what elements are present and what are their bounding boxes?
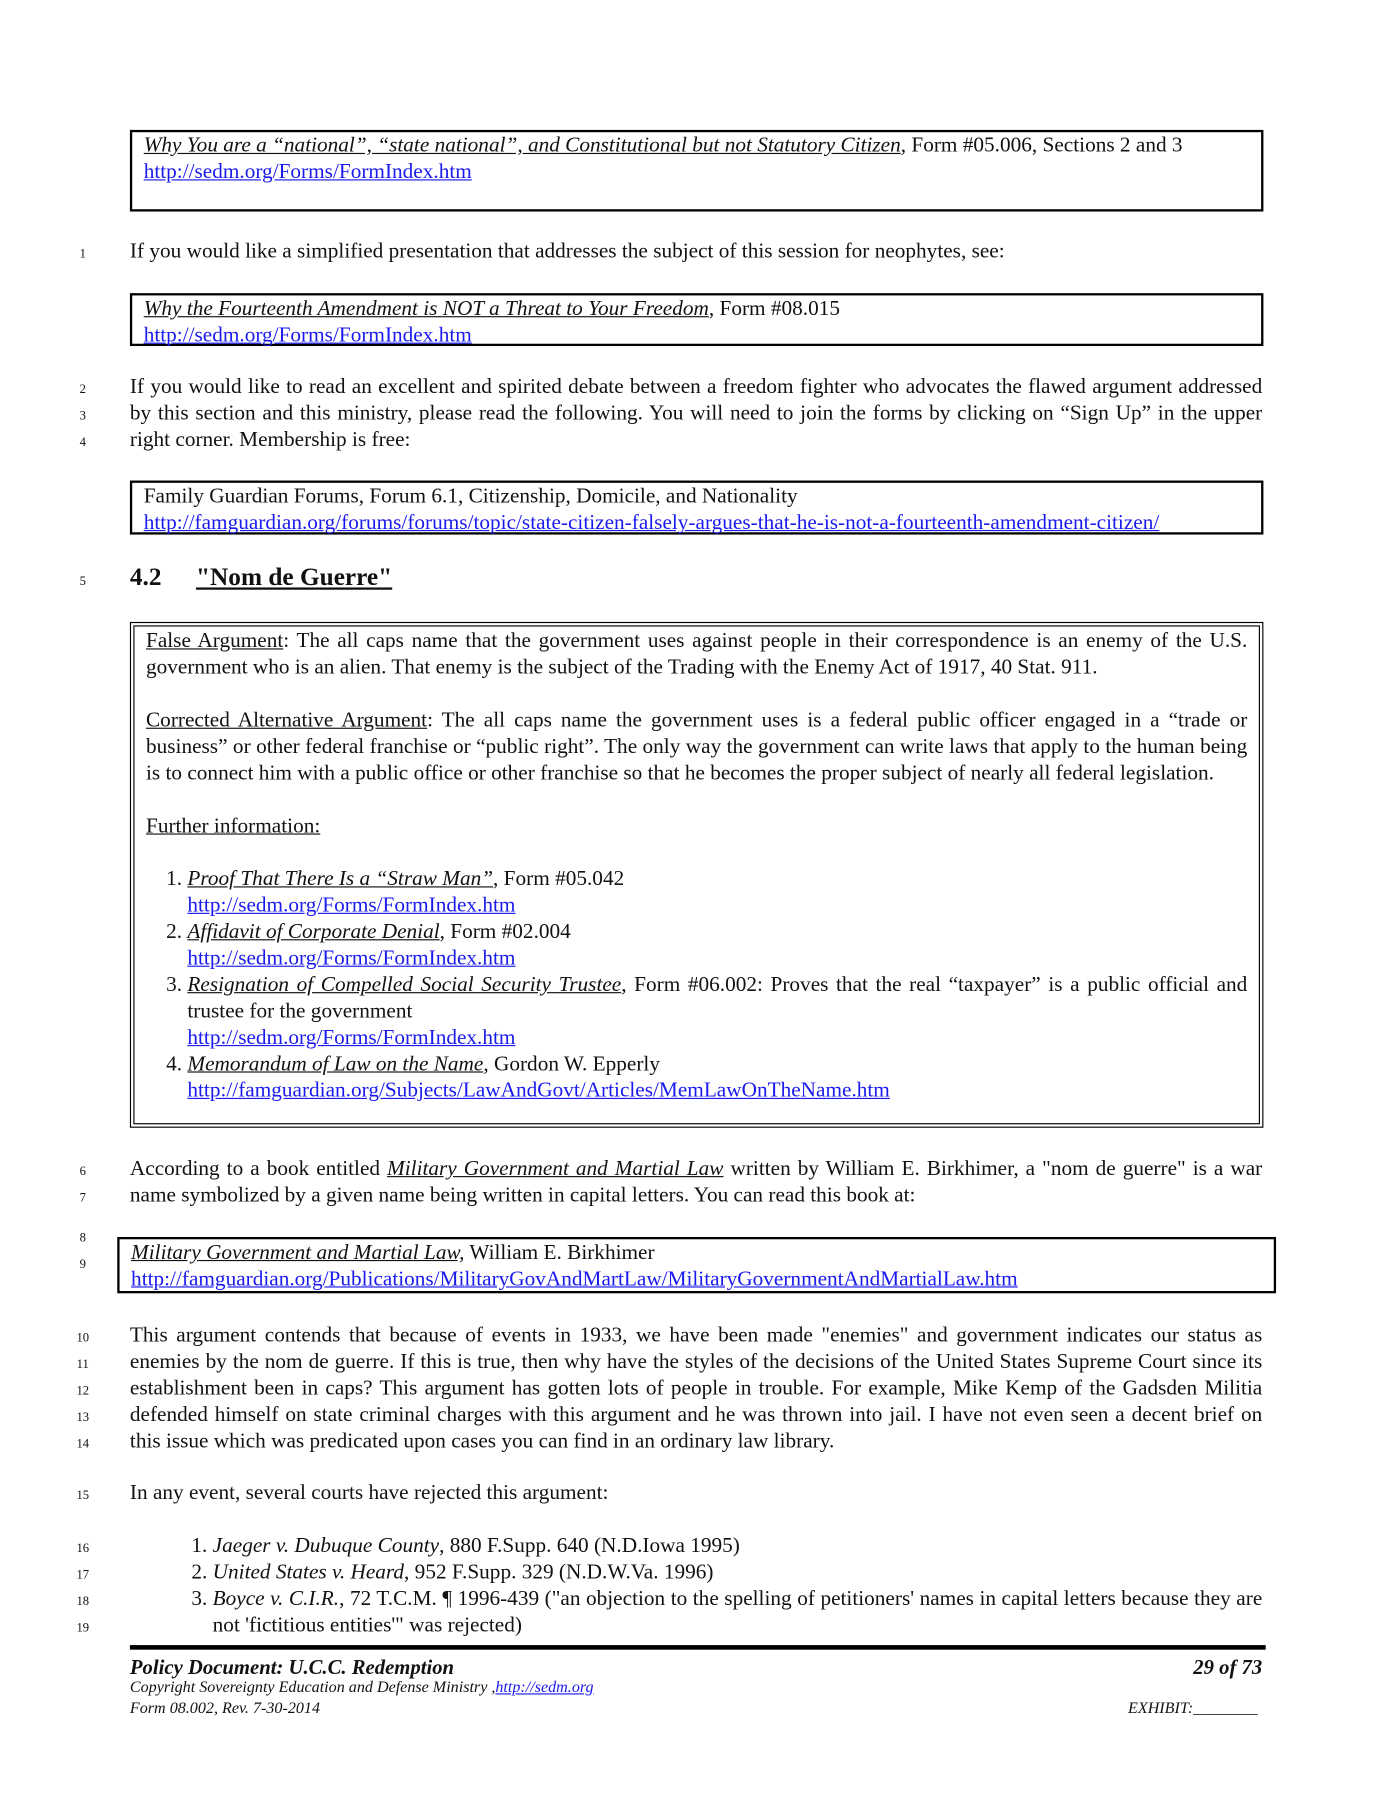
reference-link[interactable]: http://sedm.org/Forms/FormIndex.htm xyxy=(143,160,472,184)
section-number: 4.2 xyxy=(129,562,162,591)
reference-title: Family Guardian Forums, Forum 6.1, Citizenship, Domicile, and Nationality xyxy=(143,485,798,509)
reference-box-military xyxy=(117,1237,1276,1293)
paragraph-courts: In any event, several courts have rejected this argument: xyxy=(129,1481,609,1505)
paragraph-birkhimer xyxy=(130,1156,1262,1209)
item-detail: , Form #02.004 xyxy=(439,920,571,944)
reference-title: Why You are a “national”, “state national”, and Constitutional but not Statutory Citizen xyxy=(143,134,901,158)
item-link[interactable]: http://sedm.org/Forms/FormIndex.htm xyxy=(187,1026,516,1050)
line-number: 11 xyxy=(76,1357,89,1372)
footer-copyright xyxy=(130,1678,1262,1699)
line-number: 18 xyxy=(76,1594,90,1609)
line-number: 12 xyxy=(76,1384,90,1398)
corrected-argument-text: : The all caps name the government uses is a federal public officer engaged in a “trade or business” or other federal franchise or “public right”. The only way the government can write laws that apply to the human being is to connect him with a public office or other franchise so that he becomes the proper subject of nearly all federal legislation. xyxy=(145,709,1248,786)
case-citation: , 952 F.Supp. 329 (N.D.W.Va. 1996) xyxy=(404,1561,714,1585)
copyright-text: Copyright Sovereignty Education and Defense Ministry , xyxy=(129,1679,496,1697)
item-title: Proof That There Is a “Straw Man” xyxy=(187,867,494,891)
line-number: 14 xyxy=(76,1437,90,1451)
list-item xyxy=(187,973,1247,1052)
page-number: 29 of 73 xyxy=(1193,1655,1263,1679)
item-detail: , Form #05.042 xyxy=(493,867,625,891)
further-information-label: Further information: xyxy=(145,815,321,839)
reference-box-fourteenth xyxy=(130,293,1264,346)
reference-link[interactable]: http://famguardian.org/Publications/MilitaryGovAndMartLaw/MilitaryGovernmentAndMartialLaw.htm xyxy=(131,1268,1018,1292)
footer-title-row xyxy=(130,1654,1262,1680)
item-title: Memorandum of Law on the Name xyxy=(187,1053,484,1077)
item-link[interactable]: http://famguardian.org/Subjects/LawAndGovt/Articles/MemLawOnTheName.htm xyxy=(187,1079,890,1103)
false-argument-text: : The all caps name that the government uses against people in their correspondence is an enemy of the U.S. government who is an alien. That enemy is the subject of the Trading with the Enemy Act of 1917, 40 Stat. 911. xyxy=(145,629,1248,680)
footer-rule xyxy=(130,1645,1266,1650)
case-name: Boyce v. C.I.R. xyxy=(212,1587,340,1611)
list-item xyxy=(187,1052,1247,1105)
reference-link[interactable]: http://famguardian.org/forums/forums/topic/state-citizen-falsely-argues-that-he-is-not-a-fourteenth-amendment-citizen/ xyxy=(143,511,1160,535)
reference-detail: , Form #08.015 xyxy=(708,297,841,321)
line-number: 8 xyxy=(79,1231,86,1246)
line-number: 7 xyxy=(79,1190,86,1205)
paragraph-debate: If you would like to read an excellent and spirited debate between a freedom fighter who advocates the flawed argument addressed by this section and this ministry, please read the following. You will need to join the forms by clicking on “Sign Up” in the upper right corner. Membership is free: xyxy=(129,375,1263,452)
line-number: 15 xyxy=(76,1488,90,1503)
text: According to a book entitled xyxy=(129,1157,388,1181)
reference-detail: , Form #05.006, Sections 2 and 3 xyxy=(900,134,1183,158)
footer-title: Policy Document: U.C.C. Redemption xyxy=(129,1655,455,1679)
reference-detail: William E. Birkhimer xyxy=(464,1241,655,1265)
item-detail: , Gordon W. Epperly xyxy=(483,1053,660,1077)
line-number: 13 xyxy=(76,1410,90,1425)
case-item xyxy=(213,1586,1263,1639)
case-list xyxy=(130,1534,1262,1640)
book-title: Military Government and Martial Law xyxy=(387,1157,724,1181)
paragraph-argument: This argument contends that because of events in 1933, we have been made "enemies" and government indicates our status as enemies by the nom de guerre. If this is true, then why have the styles of the decisions of the United States Supreme Court since its establishment been in caps? This argument has gotten lots of people in trouble. For example, Mike Kemp of the Gadsden Militia defended himself on state criminal charges with this argument and he was thrown into jail. I have not even seen a decent brief on this issue which was predicated upon cases you can find in an ordinary law library. xyxy=(129,1324,1263,1454)
argument-box xyxy=(130,622,1264,1128)
corrected-argument-label: Corrected Alternative Argument xyxy=(145,709,428,733)
item-detail: , Form #06.002: Proves that the real “taxpayer” is a public official and trustee for the government xyxy=(187,973,1248,1024)
list-item xyxy=(187,867,1247,920)
section-heading xyxy=(130,563,392,589)
line-number: 17 xyxy=(76,1568,90,1582)
exhibit-label: EXHIBIT:________ xyxy=(1128,1700,1258,1718)
line-number: 10 xyxy=(76,1331,90,1346)
line-number: 2 xyxy=(79,382,86,397)
item-link[interactable]: http://sedm.org/Forms/FormIndex.htm xyxy=(187,947,516,971)
false-argument xyxy=(146,629,1247,682)
case-citation: , 880 F.Supp. 640 (N.D.Iowa 1995) xyxy=(439,1534,740,1558)
corrected-argument xyxy=(146,708,1247,787)
case-name: United States v. Heard xyxy=(212,1561,405,1585)
list-item xyxy=(187,920,1247,973)
footer-form-row xyxy=(130,1699,1262,1720)
section-title: "Nom de Guerre" xyxy=(196,562,393,591)
reference-title: Why the Fourteenth Amendment is NOT a Threat to Your Freedom xyxy=(143,297,709,321)
item-title: Resignation of Compelled Social Security Trustee xyxy=(187,973,622,997)
line-number: 5 xyxy=(79,574,86,589)
false-argument-label: False Argument xyxy=(145,629,284,653)
reference-box-forum xyxy=(130,481,1264,535)
case-name: Jaeger v. Dubuque County xyxy=(212,1534,440,1558)
item-link[interactable]: http://sedm.org/Forms/FormIndex.htm xyxy=(187,894,516,918)
line-number: 3 xyxy=(79,409,86,424)
line-number: 6 xyxy=(79,1164,86,1179)
form-revision: Form 08.002, Rev. 7-30-2014 xyxy=(129,1700,321,1718)
copyright-link[interactable]: http://sedm.org xyxy=(495,1679,594,1697)
reference-title: Military Government and Martial Law, xyxy=(131,1241,465,1265)
reference-box-citizen xyxy=(130,130,1264,212)
line-number: 1 xyxy=(79,247,86,261)
line-number: 4 xyxy=(79,435,86,450)
line-number: 9 xyxy=(79,1257,86,1272)
item-title: Affidavit of Corporate Denial xyxy=(187,920,440,944)
case-item xyxy=(213,1534,1263,1560)
reference-link[interactable]: http://sedm.org/Forms/FormIndex.htm xyxy=(143,324,472,348)
line-number: 16 xyxy=(76,1541,90,1556)
case-citation: , 72 T.C.M. ¶ 1996-439 ("an objection to the spelling of petitioners' names in capital letters because they are not 'fictitious entities'" was rejected) xyxy=(212,1587,1263,1638)
further-information-list xyxy=(146,867,1247,1105)
line-number: 19 xyxy=(76,1620,90,1635)
case-item xyxy=(213,1560,1263,1586)
text: written by William E. Birkhimer, a "nom de guerre" is a war name symbolized by a given name being written in capital letters. You can read this book at: xyxy=(129,1157,1263,1208)
paragraph-neophytes: If you would like a simplified presentation that addresses the subject of this session for neophytes, see: xyxy=(129,240,1005,264)
